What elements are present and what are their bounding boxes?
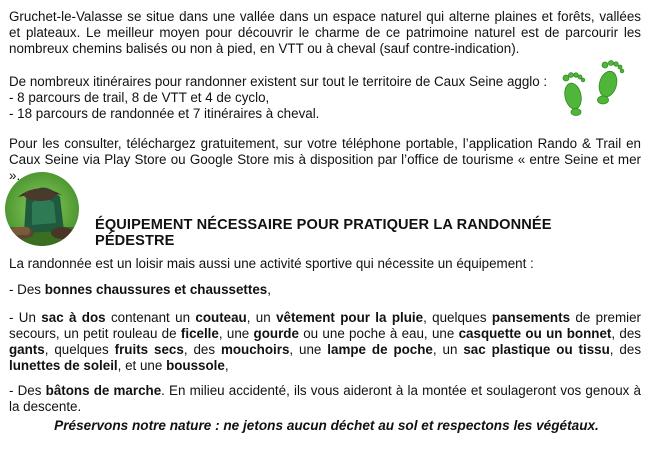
- shoes-bold: bonnes chaussures et chaussettes: [44, 282, 268, 297]
- intro-paragraph: Gruchet-le-Valasse se situe dans une vallée dans un espace naturel qui alterne plaines et forêts, vallées et plateaux. Le meilleur moyen pour découvrir le charme de ce patrimoine naturel est de parcourir les nombreux chemins balisés ou non à pied, en VTT ou à cheval (sauf contre-indication).: [9, 9, 641, 56]
- footprints-icon: [558, 58, 630, 116]
- equipment-item-bold: sac à dos: [41, 310, 106, 325]
- equipment-bag-item: [9, 310, 641, 374]
- equipment-item-bold: mouchoirs: [220, 342, 290, 357]
- equipment-item-bold: boussole: [166, 358, 225, 373]
- equipment-item-bold: ficelle: [180, 326, 219, 341]
- poles-prefix: - Des: [9, 383, 46, 398]
- equipment-text: , un: [246, 310, 277, 325]
- slogan: Préservons notre nature : ne jetons aucun déchet au sol et respectons les végétaux.: [54, 418, 599, 433]
- routes-item: - 18 parcours de randonnée et 7 itinéraires à cheval.: [9, 106, 320, 121]
- equipment-shoes-item: [9, 282, 641, 298]
- equipment-text: , des: [183, 342, 221, 357]
- equipment-item-bold: fruits secs: [114, 342, 184, 357]
- equipment-text: ,: [224, 358, 229, 373]
- equipment-item-bold: gourde: [253, 326, 299, 341]
- hiking-gear-photo: [4, 171, 80, 247]
- equipment-text: , une: [289, 342, 328, 357]
- equipment-text: contenant un: [105, 310, 196, 325]
- equipment-item-bold: casquette ou un bonnet: [458, 326, 612, 341]
- equipment-poles-item: [9, 383, 641, 415]
- equipment-text: , quelques: [423, 310, 492, 325]
- equipment-text: , un: [432, 342, 464, 357]
- equipment-text: - Un: [9, 310, 42, 325]
- equipment-item-bold: vêtement pour la pluie: [276, 310, 424, 325]
- routes-item: - 8 parcours de trail, 8 de VTT et 4 de cyclo,: [9, 90, 270, 105]
- equipment-text: , une: [218, 326, 254, 341]
- equipment-item-bold: couteau: [195, 310, 247, 325]
- equipment-text: , des: [609, 342, 642, 357]
- routes-section: [9, 74, 549, 122]
- equipment-item-bold: pansements: [491, 310, 571, 325]
- shoes-prefix: - Des: [9, 282, 45, 297]
- equipment-text: , quelques: [44, 342, 115, 357]
- equipment-text: , des: [611, 326, 641, 341]
- consult-paragraph: Pour les consulter, téléchargez gratuitement, sur votre téléphone portable, l’application Rando & Trail en Caux Seine via Play Store ou Google Store mis à disposition par l’office de tourisme « entre Seine et mer ».: [9, 136, 641, 183]
- equipment-item-bold: sac plastique ou tissu: [463, 342, 610, 357]
- equipment-text: ou une poche à eau, une: [298, 326, 459, 341]
- shoes-suffix: ,: [267, 282, 271, 297]
- equipment-text: , et une: [117, 358, 167, 373]
- poles-bold: bâtons de marche: [45, 383, 162, 398]
- equipment-item-bold: lampe de poche: [327, 342, 433, 357]
- equipment-item-bold: lunettes de soleil: [9, 358, 118, 373]
- equipment-heading: ÉQUIPEMENT NÉCESSAIRE POUR PRATIQUER LA RANDONNÉE PÉDESTRE: [95, 217, 552, 249]
- routes-intro: De nombreux itinéraires pour randonner existent sur tout le territoire de Caux Seine agglo :: [9, 74, 548, 89]
- equipment-item-bold: gants: [9, 342, 45, 357]
- equipment-text: de premier secours, un petit rouleau de: [9, 310, 642, 341]
- equipment-description: La randonnée est un loisir mais aussi une activité sportive qui nécessite un équipement :: [9, 256, 534, 271]
- poles-suffix: . En milieu accidenté, ils vous aideront à la montée et soulageront vos genoux à la descente.: [9, 383, 641, 414]
